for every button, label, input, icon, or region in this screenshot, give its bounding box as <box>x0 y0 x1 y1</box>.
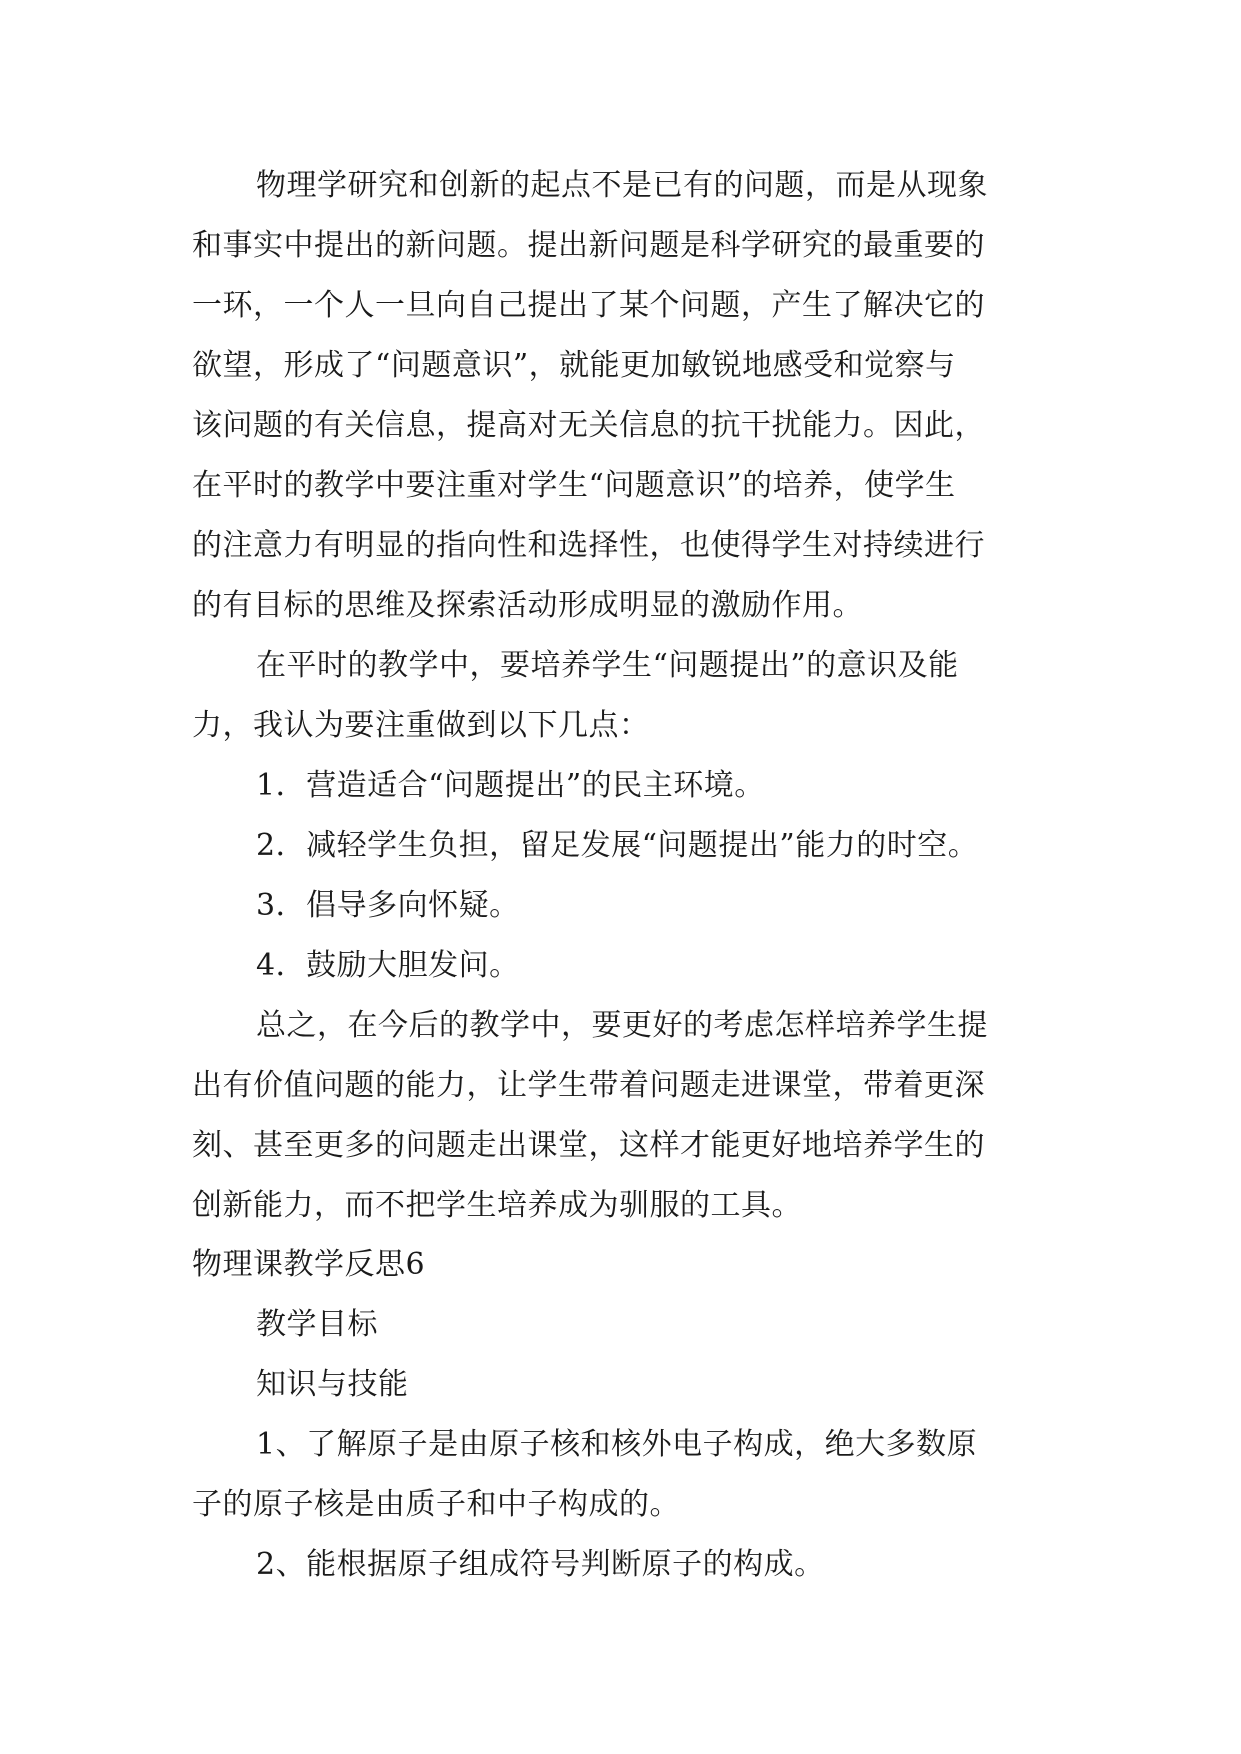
paragraph-line: 和事实中提出的新问题。提出新问题是科学研究的最重要的 <box>192 228 985 263</box>
section-title: 物理课教学反思6 <box>192 1247 426 1282</box>
paragraph-line: 2、能根据原子组成符号判断原子的构成。 <box>256 1547 825 1582</box>
subheading: 教学目标 <box>256 1307 378 1342</box>
paragraph-line: 欲望，形成了“问题意识”，就能更加敏锐地感受和觉察与 <box>192 348 956 383</box>
list-item: 3．倡导多向怀疑。 <box>256 888 520 923</box>
paragraph-line: 在平时的教学中，要培养学生“问题提出”的意识及能 <box>256 648 959 683</box>
paragraph-line: 1、了解原子是由原子核和核外电子构成，绝大多数原 <box>256 1427 978 1462</box>
paragraph-line: 一环，一个人一旦向自己提出了某个问题，产生了解决它的 <box>192 288 985 323</box>
list-item: 4．鼓励大胆发问。 <box>256 948 520 983</box>
paragraph-line: 出有价值问题的能力，让学生带着问题走进课堂，带着更深 <box>192 1068 985 1103</box>
list-item: 2．减轻学生负担，留足发展“问题提出”能力的时空。 <box>256 828 979 863</box>
paragraph-line: 物理学研究和创新的起点不是已有的问题，而是从现象 <box>256 168 988 203</box>
paragraph-line: 创新能力，而不把学生培养成为驯服的工具。 <box>192 1188 802 1223</box>
paragraph-line: 的注意力有明显的指向性和选择性，也使得学生对持续进行 <box>192 528 985 563</box>
paragraph-line: 该问题的有关信息，提高对无关信息的抗干扰能力。因此， <box>192 408 985 443</box>
paragraph-line: 的有目标的思维及探索活动形成明显的激励作用。 <box>192 588 863 623</box>
paragraph-line: 在平时的教学中要注重对学生“问题意识”的培养，使学生 <box>192 468 956 503</box>
list-item: 1．营造适合“问题提出”的民主环境。 <box>256 768 765 803</box>
paragraph-line: 力，我认为要注重做到以下几点： <box>192 708 650 743</box>
paragraph-line: 总之，在今后的教学中，要更好的考虑怎样培养学生提 <box>256 1008 988 1043</box>
paragraph-line: 子的原子核是由质子和中子构成的。 <box>192 1487 680 1522</box>
subheading: 知识与技能 <box>256 1367 409 1402</box>
paragraph-line: 刻、甚至更多的问题走出课堂，这样才能更好地培养学生的 <box>192 1128 985 1163</box>
